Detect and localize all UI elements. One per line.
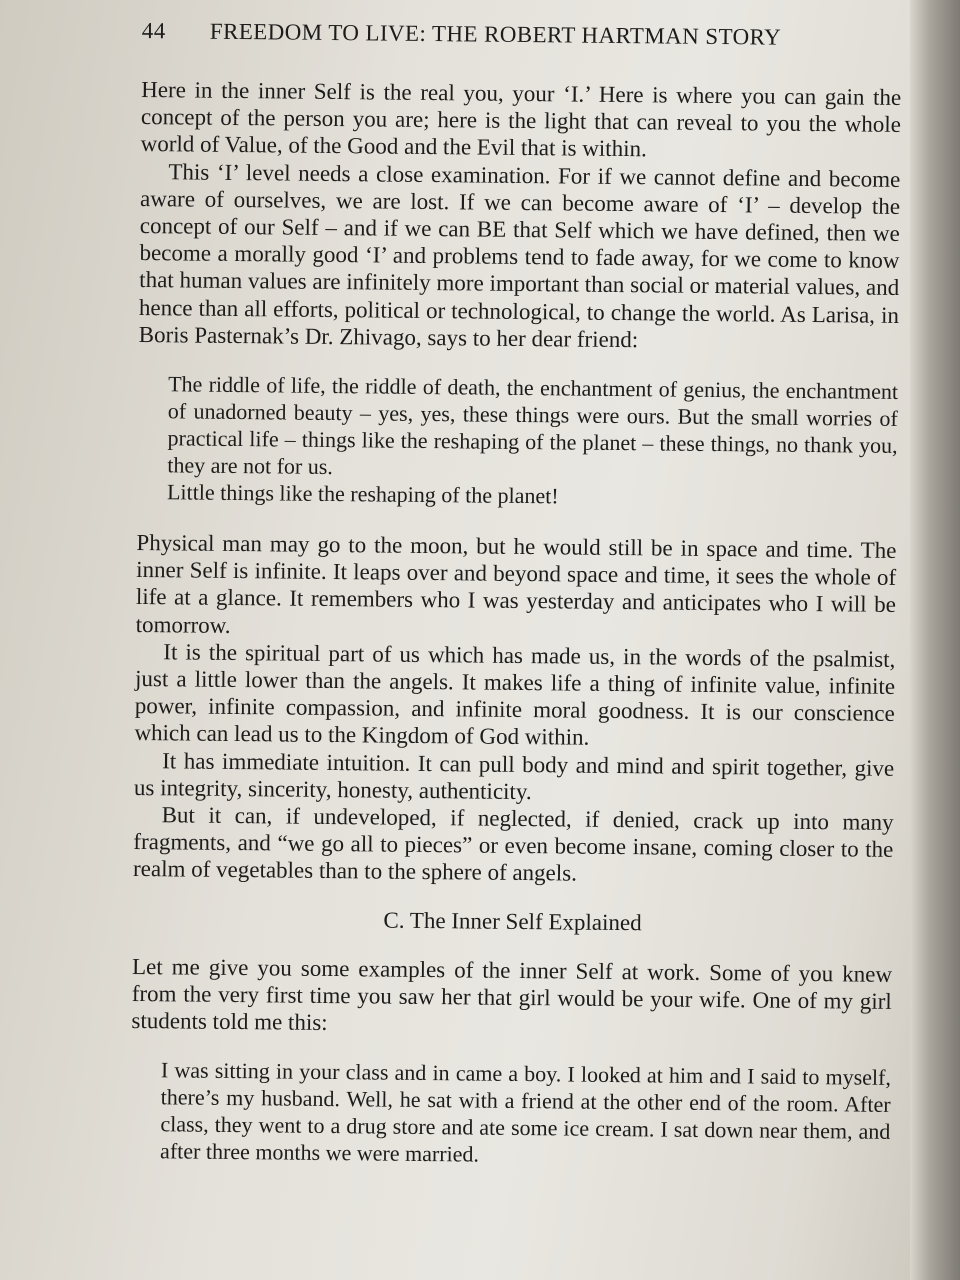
- quote-line: I was sitting in your class and in came a boy. I looked at him and I said to myself, there’s my husband. Well, he sat with a friend at the other end of the room. After class, they went to a drug store and ate some ice cream. I sat down near them, and after three months we were married.: [160, 1057, 892, 1167]
- body-text: [130, 76, 901, 1172]
- quote-line: The riddle of life, the riddle of death, the enchantment of genius, the enchantment of unadorned beauty – yes, yes, these things were ours. But the small worries of practical life – things like the reshaping of the planet – these things, no thank you, they are not for us.: [167, 371, 899, 480]
- running-head-title: FREEDOM TO LIVE: THE ROBERT HARTMAN STORY: [209, 18, 782, 50]
- paragraph: But it can, if undeveloped, if neglected, if denied, crack up into many fragments, and “we go all to pieces” or even become insane, coming closer to the realm of vegetables than to the sphere of angels.: [132, 802, 894, 887]
- running-head: [142, 18, 902, 66]
- section-heading: C. The Inner Self Explained: [383, 907, 642, 935]
- quote-line: Little things like the reshaping of the planet!: [166, 479, 559, 509]
- paragraph: Here in the inner Self is the real you, your ‘I.’ Here is where you can gain the concept of the person you are; here is the light that can reveal to you the whole world of Value, of the Good and the Evil that is within.: [140, 76, 902, 162]
- paragraph: Let me give you some examples of the inner Self at work. Some of you knew from the very first time you saw her that girl would be your wife. One of my girl students told me this:: [131, 953, 893, 1036]
- page-number: 44: [141, 18, 166, 44]
- book-page: [130, 18, 902, 1196]
- page-edge-shadow: [910, 0, 960, 1280]
- block-quote: [167, 370, 898, 513]
- paragraph: It is the spiritual part of us which has made us, in the words of the psalmist, just a little lower than the angels. It makes life a thing of infinite value, infinite power, infinite compassion, and infinite moral goodness. It is our conscience which can lead us to the Kingdom of God within.: [134, 639, 896, 751]
- block-quote: [160, 1057, 891, 1173]
- paragraph: Physical man may go to the moon, but he would still be in space and time. The inner Self is infinite. It leaps over and beyond space and time, it sees the whole of life at a glance. It remembers who I was yesterday and anticipates who I will be tomorrow.: [135, 530, 897, 638]
- paragraph: This ‘I’ level needs a close examination. For if we cannot define and become aware of ourselves, we are lost. If we can become aware of ‘I’ – develop the concept of our Self – and if we can BE that Self which we have defined, then we become a morally good ‘I’ and problems tend to fade away, for we come to know that human values are infinitely more important than social or material values, and hence than all efforts, political or technological, to change the world. As Larisa, in Boris Pasternak’s Dr. Zhivago, says to her dear friend:: [138, 158, 901, 353]
- paragraph: It has immediate intuition. It can pull body and mind and spirit together, give us integrity, sincerity, honesty, authenticity.: [133, 747, 895, 804]
